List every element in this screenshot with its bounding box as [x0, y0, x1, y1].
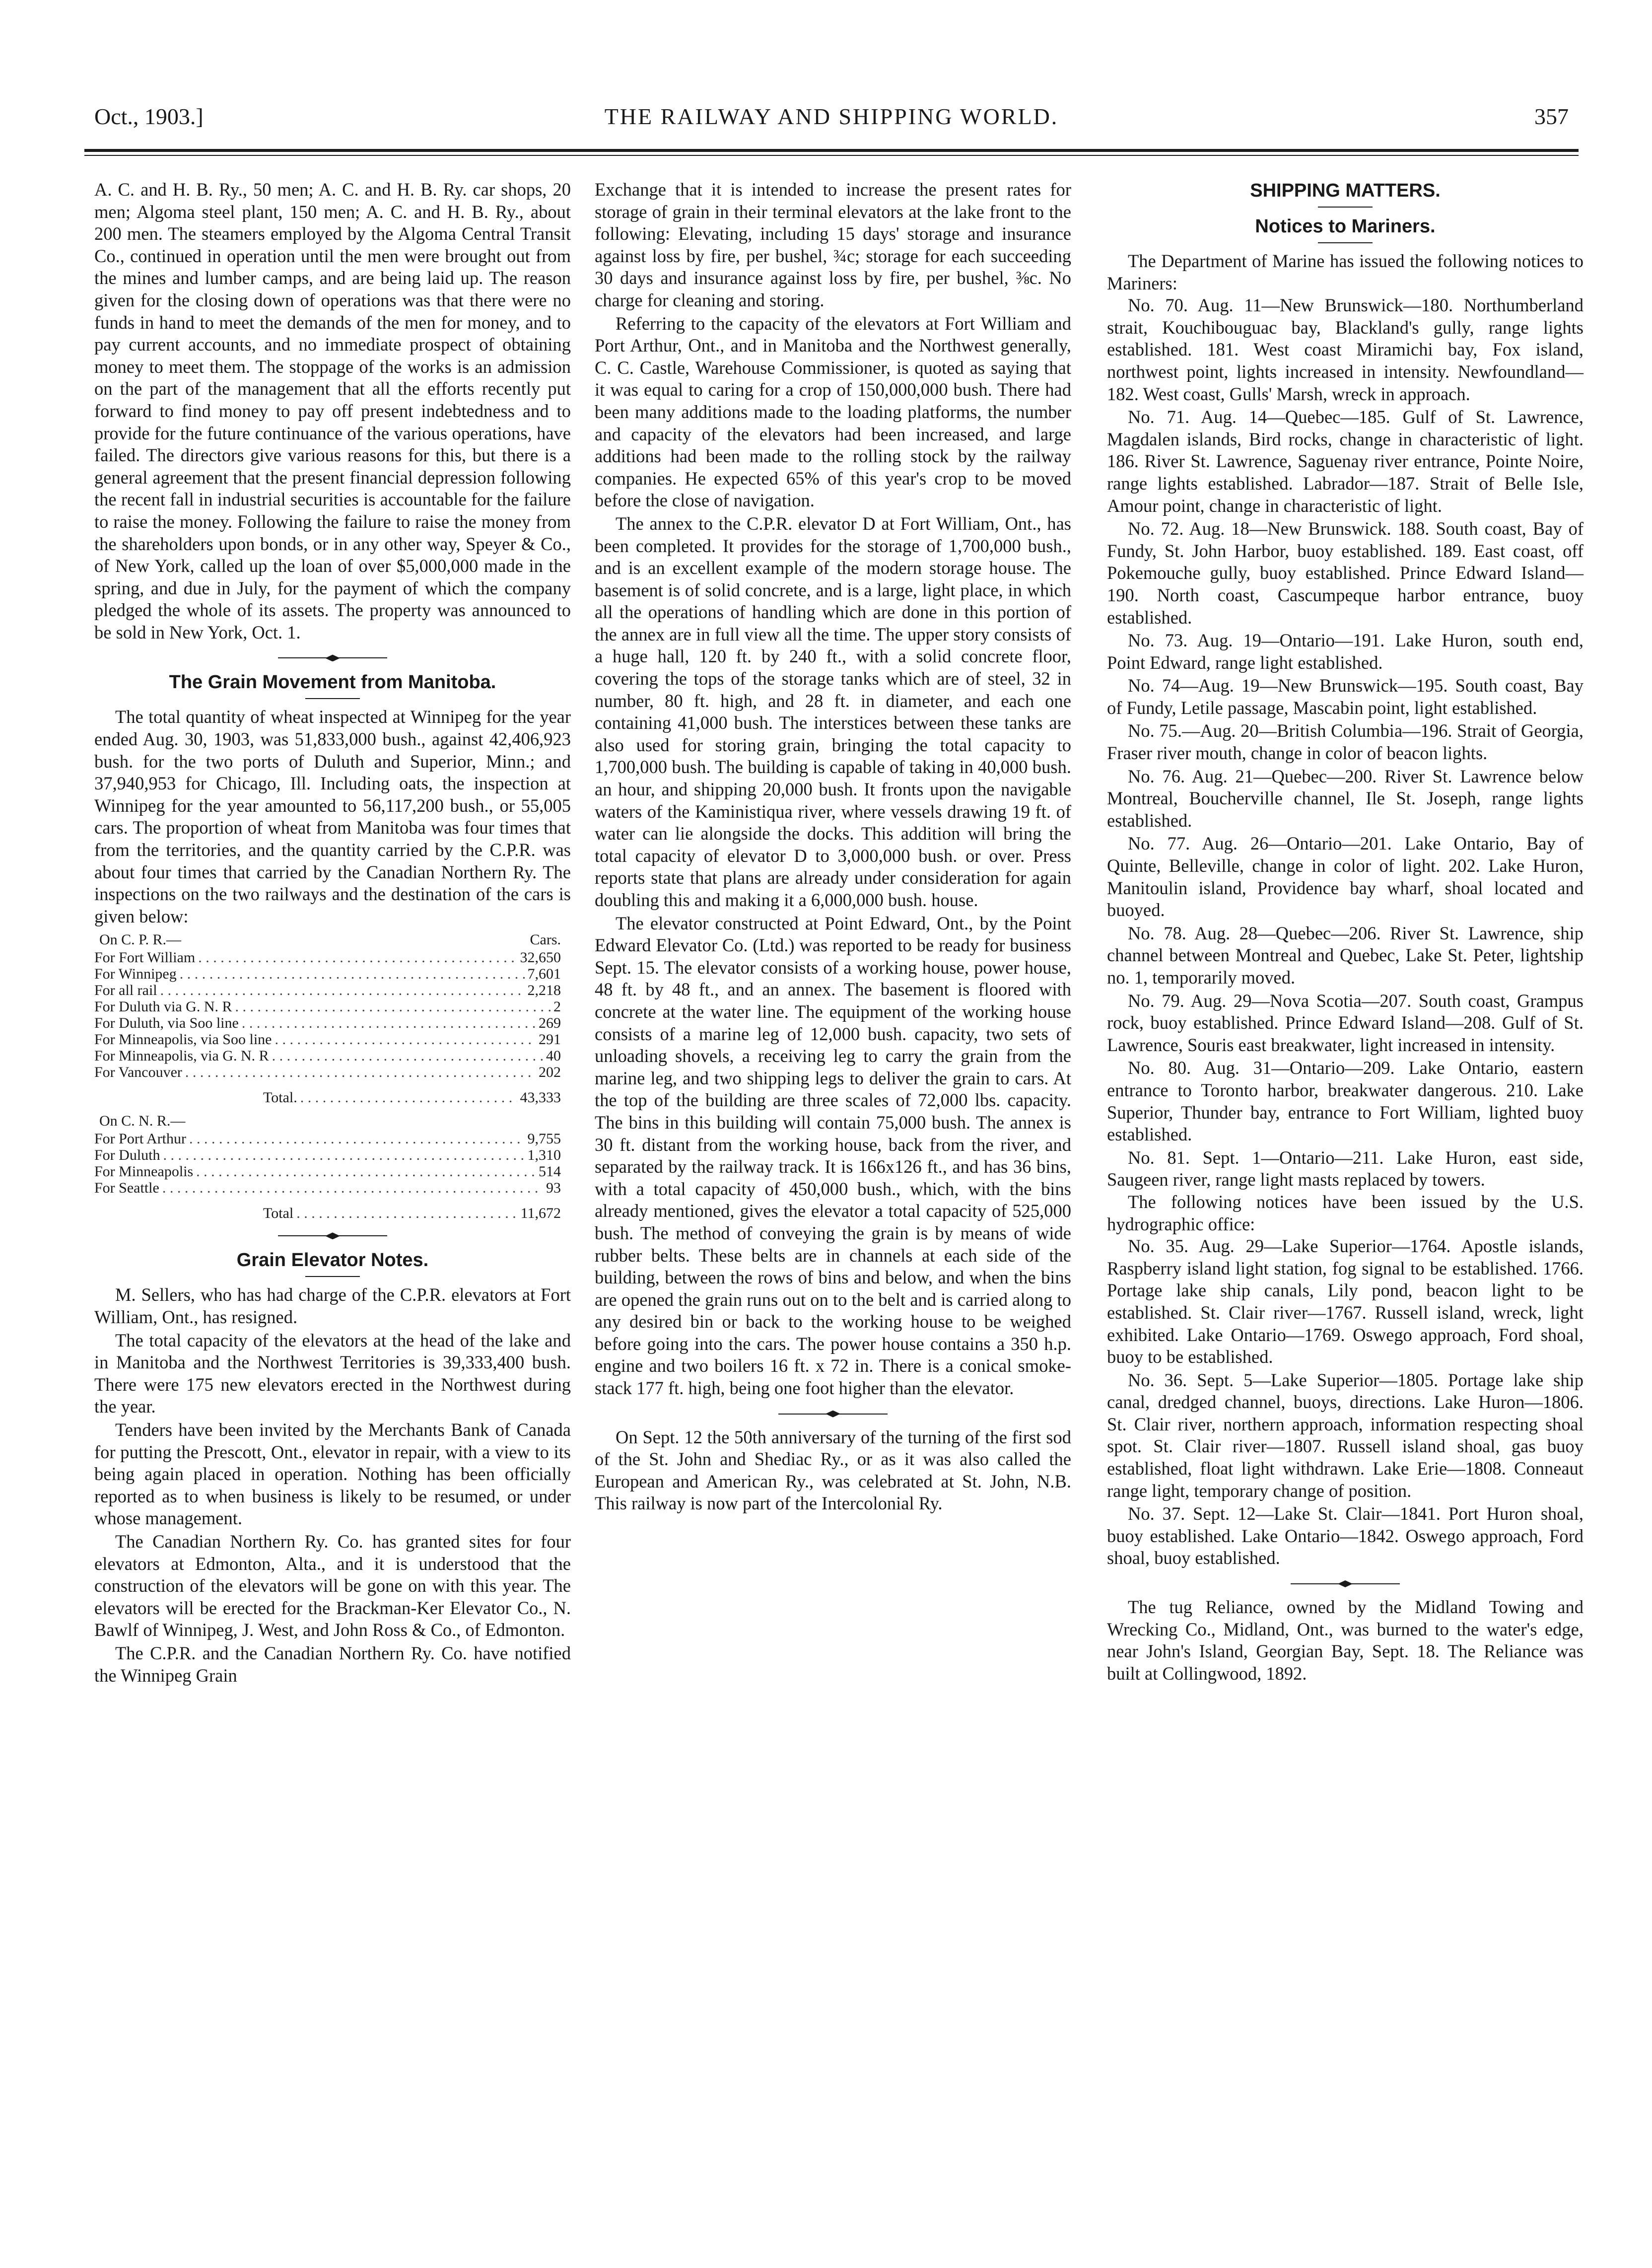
table-row	[94, 1163, 571, 1180]
column-middle	[595, 179, 1071, 1515]
cnr-total-row	[94, 1205, 571, 1221]
cnr-rows	[94, 1131, 571, 1196]
elevator-capacity-paragraph: Referring to the capacity of the elevators at Fort William and Port Arthur, Ont., and in Manitoba and the Northwest generally, C. C. Castle, Warehouse Commissioner, is quoted as saying that it was equal to caring for a crop of 150,000,000 bush. There had been many additions made to the loading platforms, the number and capacity of the elevators had been increased, and large additions had been made to the rolling stock by the railway companies. He expected 65% of this year's crop to be moved before the close of navigation.	[595, 313, 1071, 511]
cars-table	[94, 931, 571, 1221]
section-ornament	[278, 654, 387, 661]
shipping-heading: SHIPPING MATTERS.	[1250, 180, 1441, 201]
row-label: For Duluth	[94, 1147, 160, 1164]
row-label: For Fort William	[94, 949, 196, 966]
marine-notices	[1107, 294, 1583, 1191]
table-row	[94, 1180, 571, 1196]
tug-paragraph: The tug Reliance, owned by the Midland Towing and Wrecking Co., Midland, Ont., was burned to the water's edge, near John's Island, Georgian Bay, Sept. 18. The Reliance was built at Collingwood, 1892.	[1107, 1597, 1583, 1684]
notice-item: No. 79. Aug. 29—Nova Scotia—207. South coast, Grampus rock, buoy established. Prince Edward Island—208. Gulf of St. Lawrence, Souris east breakwater, light increased in intensity.	[1107, 990, 1583, 1055]
journal-title: THE RAILWAY AND SHIPPING WORLD.	[604, 104, 1059, 129]
cnr-heading: On C. N. R.—	[99, 1113, 186, 1130]
cpr-total-row	[94, 1089, 571, 1106]
issue-date: Oct., 1903.]	[94, 104, 204, 129]
section-ornament	[278, 1232, 387, 1239]
row-value: 93	[546, 1180, 561, 1197]
row-label: For Minneapolis, via G. N. R	[94, 1048, 269, 1064]
row-value: 7,601	[527, 966, 561, 983]
table-row	[94, 1064, 571, 1080]
table-row	[94, 998, 571, 1015]
row-value: 202	[539, 1064, 561, 1081]
table-row	[94, 982, 571, 998]
total-label: Total	[263, 1205, 294, 1222]
grain-movement-heading: The Grain Movement from Manitoba.	[169, 672, 496, 693]
notice-item: No. 80. Aug. 31—Ontario—209. Lake Ontario, eastern entrance to Toronto harbor, breakwater dangerous. 210. Lake Superior, Thunder bay, entrance to Fort William, lighted buoy established.	[1107, 1058, 1583, 1145]
notice-item: No. 73. Aug. 19—Ontario—191. Lake Huron, south end, Point Edward, range light established.	[1107, 630, 1583, 673]
row-label: For Duluth via G. N. R	[94, 998, 232, 1015]
notice-item: No. 74—Aug. 19—New Brunswick—195. South coast, Bay of Fundy, Letile passage, Mascabin point, light established.	[1107, 675, 1583, 718]
marine-intro: The Department of Marine has issued the following notices to Mariners:	[1107, 251, 1583, 293]
us-notice-item: No. 37. Sept. 12—Lake St. Clair—1841. Port Huron shoal, buoy established. Lake Ontario—1842. Oswego approach, Ford shoal, buoy established.	[1107, 1503, 1583, 1568]
table-row	[94, 1147, 571, 1163]
row-label: For Winnipeg	[94, 966, 177, 983]
elevator-d-paragraph: The annex to the C.P.R. elevator D at Fort William, Ont., has been completed. It provides for the storage of 1,700,000 bush., and is an excellent example of the modern storage house. The basement is of solid concrete, and is a large, light place, in which all the operations of handling which are done in this portion of the annex are in full view all the time. The upper story consists of a huge hall, 120 ft. by 240 ft., with a solid concrete floor, covering the tops of the storage tanks which are of steel, 32 in number, 80 ft. high, and 28 ft. in diameter, and each one containing 41,000 bush. The interstices between these tanks are also used for storing grain, bringing the total capacity to 1,700,000 bush. The building is capable of taking in 40,000 bush. an hour, and shipping 20,000 bush. It fronts upon the navigable waters of the Kaministiqua river, where vessels drawing 19 ft. of water can lie alongside the docks. This addition will bring the total capacity of elevator D to 3,000,000 bush. or over. Press reports state that plans are already under consideration for again doubling this and making it a 6,000,000 bush. house.	[595, 513, 1071, 910]
row-label: For Port Arthur	[94, 1131, 187, 1147]
row-value: 9,755	[527, 1131, 561, 1147]
elevator-note: M. Sellers, who has had charge of the C.P.R. elevators at Fort William, Ont., has resigned.	[94, 1284, 571, 1327]
algoma-paragraph: A. C. and H. B. Ry., 50 men; A. C. and H. B. Ry. car shops, 20 men; Algoma steel plant, 150 men; A. C. and H. B. Ry., about 200 men. The steamers employed by the Algoma Central Transit Co., continued in operation until the men were brought out from the mines and lumber camps, and are being laid up. The reason given for the closing down of operations was that there were no funds in hand to meet the demands of the men for money, and to pay current accounts, and no immediate prospect of obtaining money to meet them. The stoppage of the works is an admission on the part of the management that all the efforts recently put forward to find money to pay off present indebtedness and to provide for the future continuance of the various operations, have failed. The directors give various reasons for this, but there is a general agreement that the present financial depression following the recent fall in industrial securities is accountable for the failure to raise the money. Following the failure to raise the money from the shareholders upon bonds, or in any other way, Speyer & Co., of New York, called up the loan of over $5,000,000 made in the spring, and due in July, for the payment of which the company pledged the whole of its assets. The property was announced to be sold in New York, Oct. 1.	[94, 179, 571, 642]
grain-elevator-heading: Grain Elevator Notes.	[236, 1250, 429, 1271]
page-header	[94, 103, 1569, 138]
elevator-note: The C.P.R. and the Canadian Northern Ry. Co. have notified the Winnipeg Grain	[94, 1642, 571, 1686]
column-right	[1107, 179, 1583, 1685]
row-label: For all rail	[94, 982, 157, 999]
storage-rates-paragraph: Exchange that it is intended to increase the present rates for storage of grain in their terminal elevators at the lake front to the following: Elevating, including 15 days' storage and insurance against loss by fire, per bushel, ¾c; storage for each succeeding 30 days and insurance against loss by fire, per bushel, ⅜c. No charge for cleaning and storing.	[595, 179, 1071, 310]
heading-rule	[305, 698, 360, 699]
anniversary-paragraph: On Sept. 12 the 50th anniversary of the turning of the first sod of the St. John and Shediac Ry., or as it was also called the European and American Ry., was celebrated at St. John, N.B. This railway is now part of the Intercolonial Ry.	[595, 1426, 1071, 1514]
us-notice-item: No. 35. Aug. 29—Lake Superior—1764. Apostle islands, Raspberry island light station, fog signal to be established. 1766. Portage lake ship canals, Lily pond, beacon light to be established. St. Clair river—1767. Russell island, wreck, light exhibited. Lake Ontario—1769. Oswego approach, Ford shoal, buoy to be established.	[1107, 1236, 1583, 1367]
row-label: For Vancouver	[94, 1064, 182, 1081]
total-value: 43,333	[520, 1089, 561, 1106]
elevator-note: The total capacity of the elevators at the head of the lake and in Manitoba and the Northwest Territories is 39,333,400 bush. There were 175 new elevators erected in the Northwest during the year.	[94, 1330, 571, 1417]
table-row	[94, 1031, 571, 1048]
elevator-note: The Canadian Northern Ry. Co. has granted sites for four elevators at Edmonton, Alta., and it is understood that the construction of the elevators will be gone on with this year. The elevators will be erected for the Brackman-Ker Elevator Co., N. Bawlf of Winnipeg, J. West, and John Ross & Co., of Edmonton.	[94, 1531, 571, 1640]
notice-item: No. 76. Aug. 21—Quebec—200. River St. Lawrence below Montreal, Boucherville channel, Ile St. Joseph, range lights established.	[1107, 766, 1583, 831]
notice-item: No. 78. Aug. 28—Quebec—206. River St. Lawrence, ship channel between Montreal and Quebec, Lake St. Peter, lightship no. 1, temporarily moved.	[1107, 922, 1583, 988]
column-left	[94, 179, 571, 1687]
notice-item: No. 70. Aug. 11—New Brunswick—180. Northumberland strait, Kouchibouguac bay, Blackland's gully, range lights established. 181. West coast Miramichi bay, Fox island, northwest point, lights increased in intensity. Newfoundland—182. West coast, Gulls' Marsh, wreck in approach.	[1107, 295, 1583, 404]
total-value: 11,672	[520, 1205, 561, 1222]
cars-table-header	[94, 931, 571, 949]
header-rule-thin	[84, 155, 1579, 156]
heading-rule	[1318, 242, 1373, 243]
row-label: For Seattle	[94, 1180, 159, 1197]
total-label: Total.	[263, 1089, 297, 1106]
row-label: For Duluth, via Soo line	[94, 1015, 239, 1032]
notices-subheading: Notices to Mariners.	[1255, 216, 1436, 237]
cpr-heading: On C. P. R.—	[99, 931, 182, 948]
row-value: 269	[539, 1015, 561, 1032]
table-row	[94, 966, 571, 982]
us-notices	[1107, 1235, 1583, 1569]
row-value: 2,218	[527, 982, 561, 999]
row-value: 2	[553, 998, 561, 1015]
table-row	[94, 1048, 571, 1064]
row-label: For Minneapolis, via Soo line	[94, 1031, 272, 1048]
notice-item: No. 81. Sept. 1—Ontario—211. Lake Huron, east side, Saugeen river, range light masts replaced by towers.	[1107, 1147, 1583, 1190]
cpr-rows	[94, 949, 571, 1080]
row-value: 32,650	[520, 949, 561, 966]
row-value: 40	[546, 1048, 561, 1064]
point-edward-paragraph: The elevator constructed at Point Edward, Ont., by the Point Edward Elevator Co. (Ltd.) was reported to be ready for business Sept. 15. The elevator consists of a working house, power house, 48 ft. by 48 ft., and an annex. The basement is floored with concrete at the water line. The equipment of the working house consists of a marine leg of 12,000 bush. capacity, two sets of unloading shovels, a receiving leg to carry the grain from the marine leg, and two shipping legs to deliver the grain to cars. At the top of the building are three scales of 72,000 lbs. capacity. The bins in this building will contain 75,000 bush. The annex is 30 ft. distant from the working house, back from the river, and separated by the railway track. It is 166x126 ft., and has 36 bins, with a total capacity of 450,000 bush., which, with the bins already mentioned, gives the elevator a total capacity of 525,000 bush. The method of conveying the grain is by means of wide rubber belts. These belts are in channels at each side of the building, between the rows of bins and below, and when the bins are opened the grain runs out on to the belt and is carried along to any desired bin or back to the working house to be weighed before going into the cars. The power house contains a 350 h.p. engine and two boilers 16 ft. x 72 in. There is a conical smoke-stack 177 ft. high, being one foot higher than the elevator.	[595, 913, 1071, 1399]
us-notice-item: No. 36. Sept. 5—Lake Superior—1805. Portage lake ship canal, dredged channel, buoys, directions. Lake Huron—1806. St. Clair river, northern approach, information respecting shoal spot. St. Clair river—1807. Russell island shoal, gas buoy established, float light withdrawn. Lake Erie—1808. Conneaut range light, temporary change of position.	[1107, 1369, 1583, 1501]
row-value: 514	[539, 1163, 561, 1180]
table-row	[94, 949, 571, 966]
row-value: 291	[539, 1031, 561, 1048]
notice-item: No. 72. Aug. 18—New Brunswick. 188. South coast, Bay of Fundy, St. John Harbor, buoy established. 189. East coast, off Pokemouche gully, buoy established. Prince Edward Island—190. North coast, Cascumpeque harbor entrance, buoy established.	[1107, 518, 1583, 628]
table-row	[94, 1131, 571, 1147]
header-rule-thick	[84, 149, 1579, 152]
us-intro: The following notices have been issued by the U.S. hydrographic office:	[1107, 1191, 1583, 1234]
section-ornament	[1291, 1580, 1400, 1587]
elevator-note: Tenders have been invited by the Merchants Bank of Canada for putting the Prescott, Ont., elevator in repair, with a view to its being again placed in operation. Nothing has been officially reported as to when business is likely to be resumed, or under whose management.	[94, 1419, 571, 1529]
cars-column-heading: Cars.	[530, 931, 561, 948]
grain-movement-paragraph: The total quantity of wheat inspected at Winnipeg for the year ended Aug. 30, 1903, was 51,833,000 bush., against 42,406,923 bush. for the two ports of Duluth and Superior, Minn.; and 37,940,953 for Chicago, Ill. Including oats, the inspection at Winnipeg for the year amounted to 56,117,200 bush., or 55,005 cars. The proportion of wheat from Manitoba was four times that from the territories, and the quantity carried by the C.P.R. was about four times that carried by the Canadian Northern Ry. The inspections on the two railways and the destination of the cars is given below:	[94, 707, 571, 926]
table-row	[94, 1015, 571, 1031]
heading-rule	[305, 1276, 360, 1277]
notice-item: No. 71. Aug. 14—Quebec—185. Gulf of St. Lawrence, Magdalen islands, Bird rocks, change in characteristic of light. 186. River St. Lawrence, Saguenay river entrance, Pointe Noire, range lights established. Labrador—187. Strait of Belle Isle, Amour point, change in characteristic of light.	[1107, 407, 1583, 516]
row-value: 1,310	[527, 1147, 561, 1164]
section-ornament	[778, 1411, 888, 1418]
notice-item: No. 77. Aug. 26—Ontario—201. Lake Ontario, Bay of Quinte, Belleville, change in color of light. 202. Lake Huron, Manitoulin island, Providence bay wharf, shoal located and buoyed.	[1107, 833, 1583, 921]
heading-rule	[1318, 207, 1373, 208]
page-number: 357	[1534, 104, 1569, 129]
notice-item: No. 75.—Aug. 20—British Columbia—196. Strait of Georgia, Fraser river mouth, change in color of beacon lights.	[1107, 720, 1583, 764]
row-label: For Minneapolis	[94, 1163, 194, 1180]
